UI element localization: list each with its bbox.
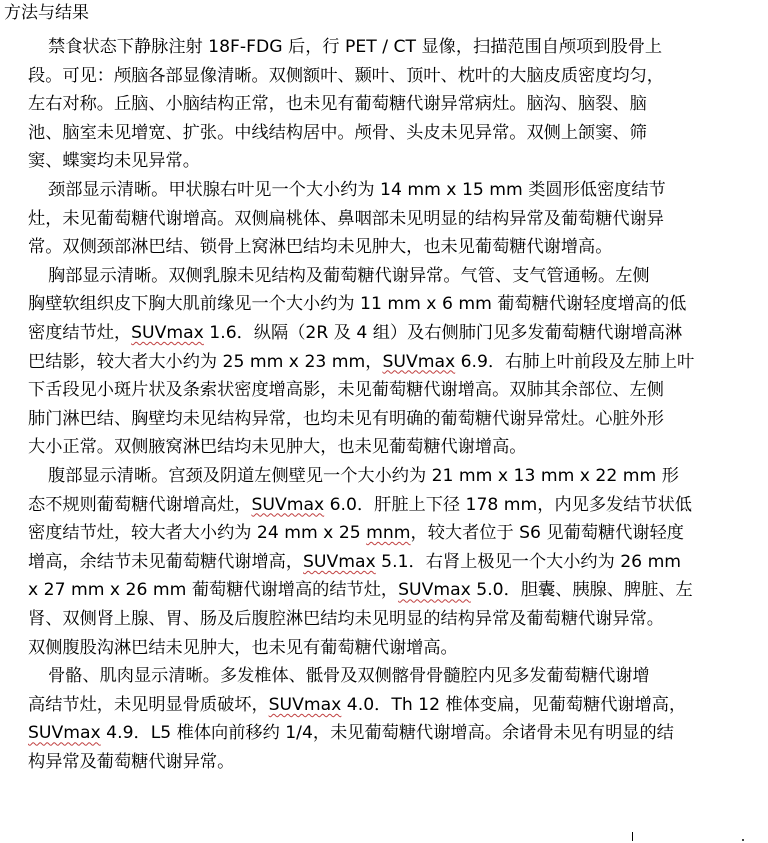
spellcheck-flagged-term: SUVmax [131,323,204,343]
text-line [0,747,768,777]
text-segment: 胸壁软组织皮下胸大肌前缘见一个大小约为 11 mm x 6 mm 葡萄糖代谢轻度增高的低 [28,294,687,315]
spellcheck-flagged-term: SUVmax [251,494,325,515]
text-segment: 5.1．右肾上极见一个大小约为 26 mm [375,551,682,572]
text-segment: 肾、双侧肾上腺、胃、肠及后腹腔淋巴结均未见明显的结构异常及葡萄糖代谢异常。 [28,609,664,629]
text-segment: 窦、蝶窦均未见异常。 [28,151,200,172]
spellcheck-flagged-term: mnm [366,523,411,544]
text-segment: 高结节灶，未见明显骨质破坏， [28,694,269,715]
page-edge-dot [742,839,744,841]
text-line [0,204,768,234]
text-segment: 池、脑室未见增宽、扩张。中线结构居中。颅骨、头皮未见异常。双侧上颌窦、筛 [28,122,647,143]
text-segment: 4.9．L5 椎体向前移约 1/4，未见葡萄糖代谢增高。余诸骨未见有明显的结 [100,723,674,744]
text-line [0,118,768,148]
text-line [0,89,768,119]
text-segment: 下舌段见小斑片状及条索状密度增高影，未见葡萄糖代谢增高。双肺其余部位、左侧 [28,380,664,401]
text-line [0,690,768,720]
text-line [0,432,768,462]
text-line [0,404,768,434]
spellcheck-flagged-term: SUVmax [303,551,376,572]
text-segment: 4.0．Th 12 椎体变扁，见葡萄糖代谢增高， [341,694,687,715]
spellcheck-flagged-term: SUVmax [382,351,456,372]
text-segment: 灶，未见葡萄糖代谢增高。双侧扁桃体、鼻咽部未见明显的结构异常及葡萄糖代谢异 [28,208,664,229]
text-segment: 腹部显示清晰。宫颈及阴道左侧壁见一个大小约为 21 mm x 13 mm x 22 mm 形 [48,466,679,486]
text-line [0,490,768,520]
text-line [0,318,768,348]
text-segment: ，较大者位于 S6 见葡萄糖代谢轻度 [410,523,684,544]
text-segment: 双侧腹股沟淋巴结未见肿大，也未见有葡萄糖代谢增高。 [28,637,458,658]
text-segment: 胸部显示清晰。双侧乳腺未见结构及葡萄糖代谢异常。气管、支气管通畅。左侧 [48,265,650,286]
text-line [0,175,768,205]
text-segment: 密度结节灶， [28,323,132,343]
text-line [0,375,768,405]
text-line [0,232,768,262]
spellcheck-flagged-term: SUVmax [268,694,342,715]
text-line [0,547,768,577]
text-line [0,604,768,634]
text-segment: 骨骼、肌肉显示清晰。多发椎体、骶骨及双侧髂骨骨髓腔内见多发葡萄糖代谢增 [48,666,650,687]
section-heading: 方法与结果 [4,3,89,23]
text-segment: 1.6．纵隔（2R 及 4 组）及右侧肺门见多发葡萄糖代谢增高淋 [203,323,683,343]
text-segment: 增高，余结节未见葡萄糖代谢增高， [28,551,304,572]
text-line [0,347,768,377]
text-segment: 巴结影，较大者大小约为 25 mm x 23 mm， [28,351,383,372]
text-segment: 段。可见：颅脑各部显像清晰。双侧额叶、颞叶、顶叶、枕叶的大脑皮质密度均匀， [28,65,664,86]
text-line [0,261,768,291]
text-line [0,661,768,691]
text-segment: 禁食状态下静脉注射 18F-FDG 后，行 PET / CT 显像，扫描范围自颅项到股骨上 [48,37,663,57]
text-line [0,575,768,605]
text-segment: x 27 mm x 26 mm 葡萄糖代谢增高的结节灶， [28,580,399,601]
text-line [0,718,768,748]
text-segment: 5.0．胆囊、胰腺、脾脏、左 [470,580,693,601]
spellcheck-flagged-term: SUVmax [398,580,471,601]
text-line [0,633,768,663]
text-segment: 6.9．右肺上叶前段及左肺上叶 [455,351,695,372]
text-segment: 密度结节灶，较大者大小约为 24 mm x 25 [28,523,367,544]
text-segment: 态不规则葡萄糖代谢增高灶， [28,494,252,515]
text-line [0,61,768,91]
text-line [0,461,768,491]
text-segment: 肺门淋巴结、胸壁均未见结构异常，也均未见有明确的葡萄糖代谢异常灶。心脏外形 [28,408,664,429]
text-segment: 左右对称。丘脑、小脑结构正常，也未见有葡萄糖代谢异常病灶。脑沟、脑裂、脑 [28,94,647,115]
text-line [0,146,768,176]
text-segment: 常。双侧颈部淋巴结、锁骨上窝淋巴结均未见肿大，也未见葡萄糖代谢增高。 [28,237,613,258]
spellcheck-flagged-term: SUVmax [28,723,101,744]
text-segment: 颈部显示清晰。甲状腺右叶见一个大小约为 14 mm x 15 mm 类圆形低密度结节 [48,180,666,200]
text-line [0,289,768,319]
text-segment: 大小正常。双侧腋窝淋巴结均未见肿大，也未见葡萄糖代谢增高。 [28,437,527,458]
text-cursor-mark [632,832,633,841]
text-line [0,518,768,548]
text-line [0,32,768,62]
text-segment: 构异常及葡萄糖代谢异常。 [28,752,235,772]
text-segment: 6.0．肝脏上下径 178 mm，内见多发结节状低 [324,494,692,515]
